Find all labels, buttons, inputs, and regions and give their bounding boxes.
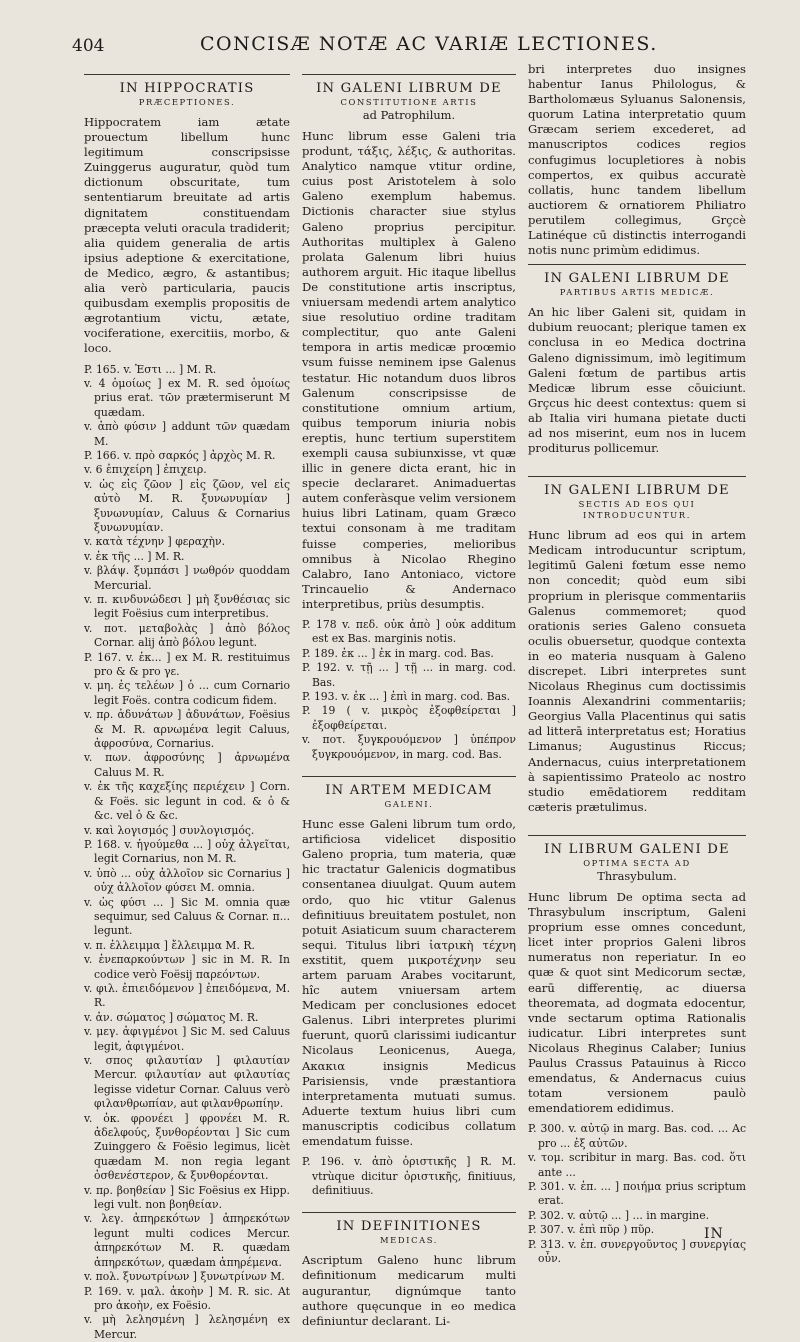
note-line: v. ἐκ τῆς ... ] M. R. — [84, 550, 290, 564]
section-heading: IN LIBRUM GALENI DE — [528, 842, 746, 858]
section-heading: IN HIPPOCRATIS — [84, 81, 290, 97]
section-rule — [302, 74, 516, 75]
paragraph: Hunc librum esse Galeni tria produnt, τάξις, λέξις, & authoritas. Analytico namque vtitur ordine, cuius post Aristotelem à solo Galeno exemplum habemus. Dictionis character siue stylus Galeno proprius percipitur. Authoritas multiplex à Galeno prolata Galenum libri huius authorem arguit. Hic itaque libellus De constitutione artis inscriptus, vniuersam medendi artem analytico siue resolutiuo ordine traditam complectitur, quo ante Galeni tempora in artis medicæ proœmio vsum fuisse neminem ipse Galenus testatur. Hic notandum duos libros Galenum conscripsisse de constitutione omnium artium, quibus temporum iniuria nobis ereptis, hunc tertium superstitem exempli causa subiunxisse, vt quæ illic in genere dicta erant, hic in specie declararet. Animaduertas autem conferàsque velim versionem huius libri Latinam, quam Græco textui consonam à me traditam fuisse comperies, melioribus omnibus à Nicolao Rhegino Calabro, Iano Antoniaco, victore Trincauelio & Andernaco interpretibus, priùs desumptis. — [302, 129, 516, 612]
paragraph: Hunc librum De optima secta ad Thrasybulum inscriptum, Galeni proprium esse omnes concedunt, licet inter proprios Galeni libros numeratus non reperiatur. In eo quæ & quot sint Medicorum sectæ, earū differentię, ac diuersa theoremata, ad dogmata edocentur, vnde sectarum optima Rationalis iudicatur. Libri interpretes sunt Nicolaus Rheginus Calaber; Iunius Paulus Crassus Patauinus à Ricco emendatus, & Andernacus cuius totam versionem paulò emendatiorem edidimus. — [528, 890, 746, 1116]
note-line: v. ἐκ τῆς καχεξίης περιέχειν ] Corn. & Foës. sic legunt in cod. & ὁ & &c. vel ὁ & &c. — [84, 780, 290, 823]
note-line: v. π. ἐλλειμμα ] ἔλλειμμα M. R. — [84, 939, 290, 953]
note-line: P. 168. v. ἡγούμεθα ... ] οὐχ ἀλγεῖται, legit Cornarius, non M. R. — [84, 838, 290, 867]
section-subheading: GALENI. — [302, 799, 516, 810]
note-line: P. 165. v. Ἐστι ... ] M. R. — [84, 363, 290, 377]
section-subheading: OPTIMA SECTA AD — [528, 858, 746, 869]
note-line: P. 193. v. ἐκ ... ] ἐπὶ in marg. cod. Bas. — [302, 690, 516, 704]
note-line: v. π. κινδυνώδεσι ] μὴ ξυνθέσιας sic legit Foësius cum interpretibus. — [84, 593, 290, 622]
note-line: v. 6 ἐπιχείρη ] ἐπιχειρ. — [84, 463, 290, 477]
section-heading: IN DEFINITIONES — [302, 1219, 516, 1235]
section-heading: IN ARTEM MEDICAM — [302, 783, 516, 799]
notes-list — [528, 1122, 746, 1266]
section-heading: IN GALENI LIBRUM DE — [528, 483, 746, 499]
column-right — [528, 70, 746, 1266]
note-line: P. 300. v. αὐτῷ in marg. Bas. cod. ... Ac pro ... ἐξ αὐτῶν. — [528, 1122, 746, 1151]
note-line: v. πων. ἀφροσύνης ] ἀρνωμένα Caluus M. R. — [84, 751, 290, 780]
note-line: P. 19 ( v. μικρὸς ἐξοφθείρεται ] ἐξοφθείρεται. — [302, 704, 516, 733]
catchword: IN — [704, 1226, 724, 1242]
note-line: v. φιλ. ἐπιειδόμενον ] ἐπειδόμενα, M. R. — [84, 982, 290, 1011]
note-line: v. ὡς φύσι ... ] Sic M. omnia quæ sequimur, sed Caluus & Cornar. π... legunt. — [84, 896, 290, 939]
note-line: v. ποτ. ξυγκρουόμενον ] ὑπέπρον ξυγκρουόμενον, in marg. cod. Bas. — [302, 733, 516, 762]
notes-list — [302, 618, 516, 762]
notes-list — [302, 1155, 516, 1198]
section-rule — [528, 835, 746, 836]
note-line: v. βλάψ. ξυμπάσι ] νωθρόν quoddam Mercurial. — [84, 564, 290, 593]
note-line: v. μη. ἐς τελέων ] ὁ ... cum Cornario legit Foës. contra codicum fidem. — [84, 679, 290, 708]
note-line: v. ἐνεπαρκούντων ] sic in M. R. In codice verò Foësij παρεόντων. — [84, 953, 290, 982]
notes-list — [84, 363, 290, 1342]
page-number: 404 — [72, 36, 104, 56]
note-line: v. πολ. ξυνωτρίνων ] ξυνωτρίνων M. — [84, 1270, 290, 1284]
section-rule — [528, 264, 746, 265]
section-heading: IN GALENI LIBRUM DE — [528, 271, 746, 287]
section-subheading: ad Patrophilum. — [302, 108, 516, 122]
note-line: P. 166. v. πρὸ σαρκός ] ἀρχὸς M. R. — [84, 449, 290, 463]
note-line: P. 301. v. ἐπ. ... ] ποιήμα prius scriptum erat. — [528, 1180, 746, 1209]
paragraph: Hippocratem iam ætate prouectum libellum hunc legitimum conscripsisse Zuinggerus auguratur, quòd tum dictionum obscuritate, tum sententiarum breuitate ad artis dignitatem constituendam præcepta veluti oracula tradiderit; alia quidem generalia de artis ipsius adeptione & exercitatione, de Medico, ægro, & astantibus; alia verò particularia, paucis quibusdam exemplis propositis de ægrotantium victu, ætate, vociferatione, exercitiis, morbo, & loco. — [84, 115, 290, 357]
note-line: v. πρ. βοηθείαν ] Sic Foësius ex Hipp. legi vult. non βοηθείαν. — [84, 1184, 290, 1213]
note-line: v. μεγ. ἀφιγμένοι ] Sic M. sed Caluus legit, ἀφιγμένοι. — [84, 1025, 290, 1054]
note-line: v. 4 ὁμοίως ] ex M. R. sed ὁμοίως prius erat. τῶν prætermiserunt M quædam. — [84, 377, 290, 420]
note-line: P. 302. v. αὐτῷ ... ] ... in margine. — [528, 1209, 746, 1223]
note-line: v. μὴ λελησμένη ] λελησμένη ex Mercur. — [84, 1313, 290, 1342]
section-rule — [84, 74, 290, 75]
note-line: P. 167. v. ἐκ... ] ex M. R. restituimus pro & & pro γε. — [84, 651, 290, 680]
paragraph: An hic liber Galeni sit, quidam in dubium reuocant; plerique tamen ex conclusa in eo Medica doctrina Galeno dignissimum, imò legitimum Galeni fœtum de partibus artis Medicæ librum esse cōuiciunt. Grçcus hic deest contextus: quem si ab Italia viri humana pietate ducti ad nos miserint, eum nos in lucem proditurus pollicemur. — [528, 305, 746, 456]
section-subheading: MEDICAS. — [302, 1235, 516, 1246]
note-line: P. 189. ἐκ ... ] ἐκ in marg. cod. Bas. — [302, 647, 516, 661]
section-heading: IN GALENI LIBRUM DE — [302, 81, 516, 97]
note-line: P. 307. v. ἐπὶ πῦρ ) πῦρ. — [528, 1223, 746, 1237]
section-rule — [528, 476, 746, 477]
running-head: CONCISÆ NOTÆ AC VARIÆ LECTIONES. — [200, 33, 658, 55]
note-line: v. ὁκ. φρονέει ] φρονέει M. R. ἀδελφούς, ξυνθορέονται ] Sic cum Zuinggero & Foësio legimus, licèt quædam M. non regia legant ὀσθενέστερον, & ξυνθορέονται. — [84, 1112, 290, 1184]
note-line: v. ἀν. σώματος ] σώματος M. R. — [84, 1011, 290, 1025]
paragraph: Hunc esse Galeni librum tum ordo, artificiosa videlicet dispositio Galeno propria, tum materia, quæ hic tractatur Galenicis dogmatibus consentanea diuulgat. Quum autem ordo, quo hic vtitur Galenus definitiuus breuitatem postulet, non potuit Asiaticum suum characterem sequi. Titulus libri ἰατρικὴ τέχνη exstitit, quem μικροτέχνην seu artem paruam Arabes vocitarunt, hîc autem vniuersam artem Medicam per conclusiones edocet Galenus. Libri interpretes plurimi fuerunt, quorū clarissimi iudicantur Nicolaus Leonicenus, Auega, Ακακια insignis Medicus Parisiensis, vnde præstantiora interpretamenta mutuati sumus. Aduerte textum huius libri cum manuscriptis codicibus collatum emendatum fuisse. — [302, 817, 516, 1149]
note-line: v. πρ. ἀδυνάτων ] ἀδυνάτων, Foësius & M. R. αρνωμένα legit Caluus, ἀφροσύνα, Cornarius. — [84, 708, 290, 751]
note-line: P. 192. v. τῇ ... ] τῇ ... in marg. cod. Bas. — [302, 661, 516, 690]
section-subheading: CONSTITUTIONE ARTIS — [302, 97, 516, 108]
note-line: v. τομ. scribitur in marg. Bas. cod. ὅτι ante ... — [528, 1151, 746, 1180]
note-line: P. 196. v. ἀπὸ ὁριστικῆς ] R. M. vtrùque dicitur ὁριστικῆς, finitiuus, definitiuus. — [302, 1155, 516, 1198]
section-subheading: SECTIS AD EOS QUI INTRODUCUNTUR. — [528, 499, 746, 521]
note-line: P. 178 v. πεδ. οὐκ ἀπὸ ] οὐκ additum est ex Bas. marginis notis. — [302, 618, 516, 647]
paragraph: bri interpretes duo insignes habentur Ianus Philologus, & Bartholomæus Syluanus Salonensis, quorum Latina interpretatio quum Græcam seriem excederet, ad manuscriptos codices regios confugimus locupletiores à nobis compertos, ex quibus accuratè collatis, hunc tandem libellum auctiorem & ornatiorem Philiatro perutilem collegimus, Grçcè Latinéque cū distinctis interrogandi notis nunc primùm edidimus. — [528, 62, 746, 258]
section-rule — [302, 1212, 516, 1213]
note-line: v. λεγ. ἀπηρεκότων ] ἀπηρεκότων legunt multi codices Mercur. ἀπηρεκότων M. R. quædam ἀπηρεκότων, quædam ἀπηρέμενα. — [84, 1212, 290, 1270]
column-left — [84, 70, 290, 1342]
note-line: v. ὑπὸ ... οὐχ ἀλλοῖον sic Cornarius ] οὐχ ἀλλοῖον φύσει M. omnia. — [84, 867, 290, 896]
section-subheading: PARTIBUS ARTIS MEDICÆ. — [528, 287, 746, 298]
section-subheading: Thrasybulum. — [528, 869, 746, 883]
note-line: v. κατὰ τέχνην ] φεραχὴν. — [84, 535, 290, 549]
note-line: v. ὡς εἰς ζῶον ] εἰς ζῶον, vel εἰς αὐτὸ M. R. ξυνωνυμίαν ] ξυνωνυμίαν, Caluus & Cornarius ξυνωνυμίαν. — [84, 478, 290, 536]
note-line: v. σπος φιλαυτίαν ] φιλαυτίαν Mercur. φιλαυτίαν aut φιλαυτίας legisse videtur Cornar. Caluus verò φιλανθρωπίαν, aut φιλανθρωπίην. — [84, 1054, 290, 1112]
paragraph: Ascriptum Galeno hunc librum definitionum medicarum multi augurantur, dignúmque tanto authore quęcunque in eo medica definiuntur declarant. Li- — [302, 1253, 516, 1328]
paragraph: Hunc librum ad eos qui in artem Medicam introducuntur scriptum, legitimū Galeni fœtum esse nemo non concedit; quòd eum sibi proprium in plerisque commentariis Galenus commemoret; quod orationis series Galeno consueta oculis obuersetur, quodque contexta in eo materia nusquam à Galeno discrepet. Libri interpretes sunt Nicolaus Rheginus cum doctissimis Ioannis Alexandrini commentariis; Georgius Valla Placentinus qui satis ad litterā interpretatus est; Horatius Limanus; Augustinus Riccus; Andernacus, cuius interpretationem à sapientissimo Prateolo ac nostro studio emēdatiorem redditam cæteris prætulimus. — [528, 528, 746, 815]
note-line: P. 169. v. μαλ. ἀκοὴν ] M. R. sic. At pro ἀκοὴν, ex Foësio. — [84, 1285, 290, 1314]
column-middle — [302, 70, 516, 1335]
section-subheading: PRÆCEPTIONES. — [84, 97, 290, 108]
note-line: v. ποτ. μεταβολὰς ] ἀπὸ βόλος Cornar. alij ἀπὸ βόλου legunt. — [84, 622, 290, 651]
note-line: v. ἀπὸ φύσιν ] addunt τῶν quædam M. — [84, 420, 290, 449]
note-line: v. καὶ λογισμός ] συνλογισμός. — [84, 824, 290, 838]
note-line: P. 313. v. ἐπ. συνεργοῦντος ] συνεργίας οὖν. — [528, 1238, 746, 1267]
section-rule — [302, 776, 516, 777]
